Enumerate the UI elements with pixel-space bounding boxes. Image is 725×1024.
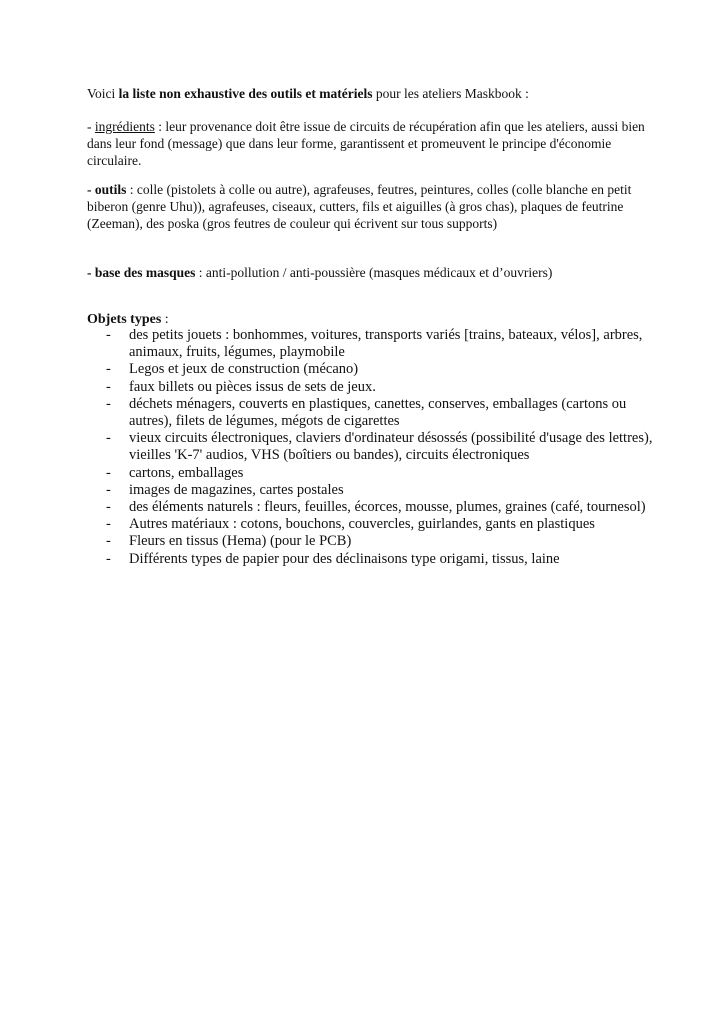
bullet-dash: - (106, 481, 111, 498)
list-item (87, 551, 657, 568)
masques-paragraph (87, 264, 647, 281)
intro-paragraph (87, 85, 647, 103)
bullet-dash: - (106, 533, 111, 550)
outils-text: : colle (pistolets à colle ou autre), agrafeuses, feutres, peintures, colles (colle blanche en petit biberon (genre Uhu)), agrafeuses, ciseaux, cutters, fils et aiguilles (à gros chas), plaques de feutrine (Zeeman), des poska (gros feutres de couleur qui écrivent sur tous supports) (87, 182, 632, 231)
bullet-dash: - (106, 430, 111, 447)
bullet-dash: - (106, 378, 111, 395)
objets-title: Objets types (87, 312, 162, 327)
list-item (87, 327, 657, 361)
list-item-text: images de magazines, cartes postales (129, 481, 344, 498)
ingredients-text: : leur provenance doit être issue de circuits de récupération afin que les ateliers, aussi bien dans leur fond (message) que dans leur forme, garantissent et promeuvent le principe d'économie circulaire. (87, 119, 645, 168)
list-item (87, 430, 657, 464)
list-item-text: Legos et jeux de construction (mécano) (129, 361, 359, 378)
masques-label: base des masques (94, 265, 196, 280)
outils-paragraph (87, 181, 647, 232)
objets-title-suffix: : (161, 312, 169, 327)
bullet-dash: - (106, 361, 111, 378)
list-item-text: cartons, emballages (129, 464, 244, 481)
ingredients-prefix: - (87, 119, 95, 134)
bullet-dash: - (106, 395, 111, 412)
list-item (87, 499, 657, 516)
masques-text: : anti-pollution / anti-poussière (masques médicaux et d’ouvriers) (195, 265, 553, 280)
masques-prefix: - (87, 265, 95, 280)
list-item-text: faux billets ou pièces issus de sets de jeux. (129, 378, 376, 395)
list-item-text: déchets ménagers, couverts en plastiques, canettes, conserves, emballages (cartons ou autres), filets de légumes, mégots de cigarettes (129, 395, 627, 430)
bullet-dash: - (106, 550, 111, 567)
ingredients-paragraph (87, 118, 647, 169)
list-item (87, 396, 657, 430)
list-item-text: Fleurs en tissus (Hema) (pour le PCB) (129, 533, 352, 550)
list-item (87, 379, 657, 396)
list-item-text: vieux circuits électroniques, claviers d'ordinateur désossés (possibilité d'usage des lettres), vieilles 'K-7' audios, VHS (boîtiers ou bandes), circuits électroniques (129, 430, 653, 464)
outils-prefix: - (87, 182, 95, 197)
bullet-dash: - (106, 516, 111, 533)
intro-bold: la liste non exhaustive des outils et matériels (118, 86, 373, 101)
bullet-dash: - (106, 499, 111, 516)
list-item-text: Différents types de papier pour des déclinaisons type origami, tissus, laine (129, 550, 560, 567)
bullet-dash: - (106, 464, 111, 481)
list-item (87, 533, 657, 550)
intro-after: pour les ateliers Maskbook : (372, 86, 529, 101)
objets-list (87, 327, 657, 568)
list-item-text: des petits jouets : bonhommes, voitures, transports variés [trains, bateaux, vélos], arbres, animaux, fruits, légumes, playmobile (129, 327, 643, 361)
list-item (87, 516, 657, 533)
list-item (87, 465, 657, 482)
list-item (87, 361, 657, 378)
outils-label: outils (94, 182, 127, 197)
list-item-text: des éléments naturels : fleurs, feuilles, écorces, mousse, plumes, graines (café, tournesol) (129, 499, 646, 516)
intro-before: Voici (87, 86, 119, 101)
list-item (87, 482, 657, 499)
list-item-text: Autres matériaux : cotons, bouchons, couvercles, guirlandes, gants en plastiques (129, 516, 595, 533)
bullet-dash: - (106, 327, 111, 343)
ingredients-label: ingrédients (94, 119, 155, 134)
